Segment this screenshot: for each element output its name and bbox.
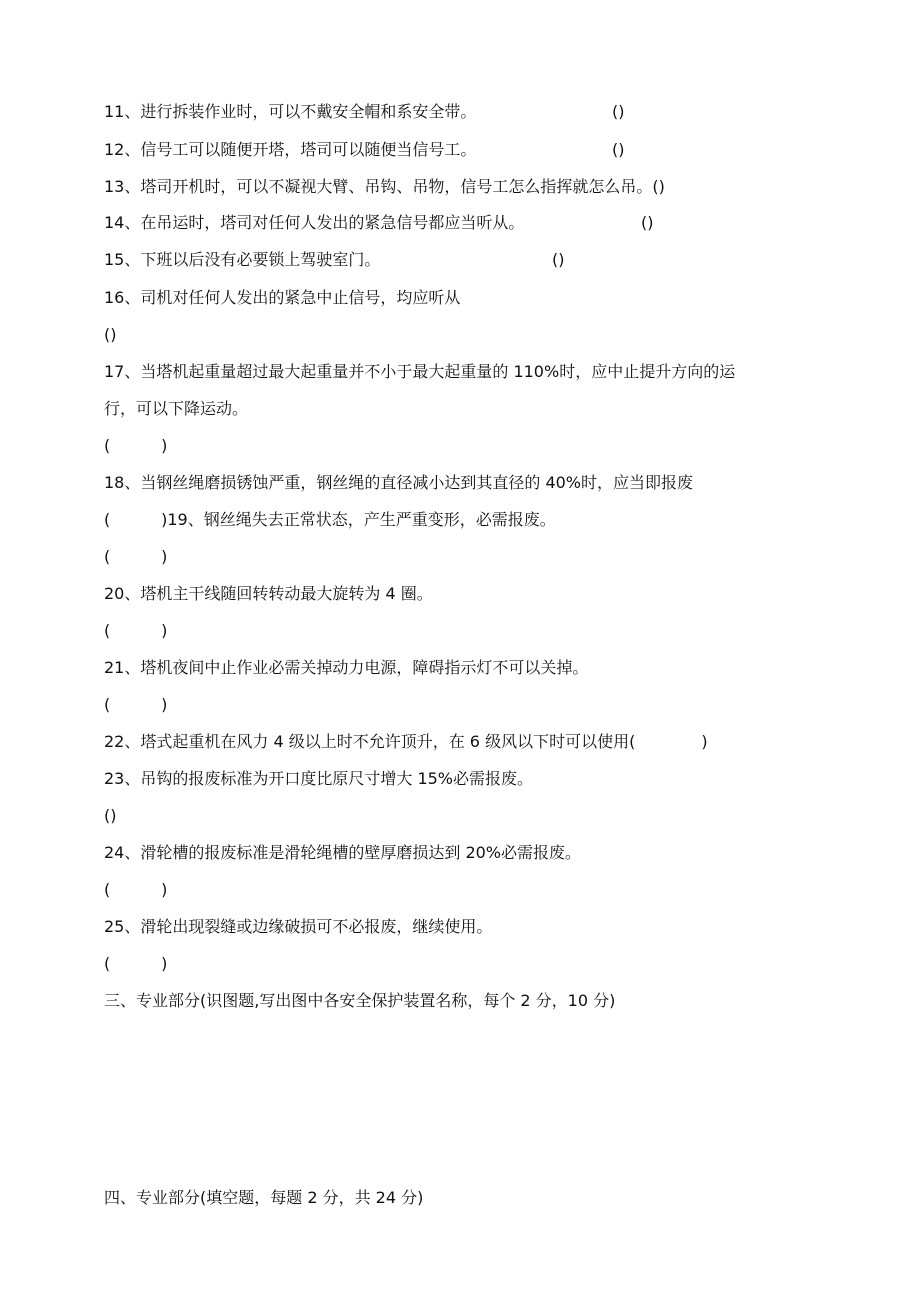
answer-blank-20[interactable]: ( ) xyxy=(104,621,168,640)
answer-blank-21[interactable]: ( ) xyxy=(104,695,168,714)
question-text: 23、吊钩的报废标准为开口度比原尺寸增大 15%必需报废。 xyxy=(104,769,534,788)
answer-blank-23[interactable]: () xyxy=(104,806,117,825)
question-20 xyxy=(104,584,433,604)
answer-blank-16[interactable]: () xyxy=(104,325,117,344)
question-22 xyxy=(104,732,708,752)
question-text: 20、塔机主干线随回转转动最大旋转为 4 圈。 xyxy=(104,584,433,603)
question-text: 18、当钢丝绳磨损锈蚀严重，钢丝绳的直径减小达到其直径的 40%时，应当即报废 xyxy=(104,473,694,492)
question-text: 12、信号工可以随便开塔，塔司可以随便当信号工。 xyxy=(104,140,477,159)
question-text: 15、下班以后没有必要锁上驾驶室门。 xyxy=(104,250,381,269)
question-18 xyxy=(104,473,693,493)
question-text: 13、塔司开机时，可以不凝视大臂、吊钩、吊物，信号工怎么指挥就怎么吊。() xyxy=(104,177,665,196)
question-11 xyxy=(104,102,476,122)
question-text: 25、滑轮出现裂缝或边缘破损可不必报废，继续使用。 xyxy=(104,917,493,936)
question-text: 17、当塔机起重量超过最大起重量并不小于最大起重量的 110%时，应中止提升方向的运 xyxy=(104,362,736,381)
question-13 xyxy=(104,177,665,197)
question-text: 14、在吊运时，塔司对任何人发出的紧急信号都应当听从。 xyxy=(104,213,525,232)
question-text: 22、塔式起重机在风力 4 级以上时不允许顶升，在 6 级风以下时可以使用( ) xyxy=(104,732,708,751)
answer-blank-11[interactable]: () xyxy=(612,102,625,121)
answer-blank-12[interactable]: () xyxy=(612,140,625,159)
question-23 xyxy=(104,769,533,789)
question-17-line-2 xyxy=(104,399,248,419)
question-16 xyxy=(104,288,460,308)
question-15 xyxy=(104,250,380,270)
question-19 xyxy=(104,510,556,530)
question-text: 11、进行拆装作业时，可以不戴安全帽和系安全带。 xyxy=(104,102,477,121)
answer-blank-15[interactable]: () xyxy=(552,250,565,269)
answer-blank-17[interactable]: ( ) xyxy=(104,436,168,455)
question-12 xyxy=(104,140,476,160)
question-21 xyxy=(104,658,588,678)
question-17-line-1 xyxy=(104,362,735,382)
question-25 xyxy=(104,917,492,937)
answer-blank-19[interactable]: ( ) xyxy=(104,547,168,566)
question-text: 行，可以下降运动。 xyxy=(104,399,249,418)
question-text: 24、滑轮槽的报废标准是滑轮绳槽的壁厚磨损达到 20%必需报废。 xyxy=(104,843,582,862)
answer-blank-14[interactable]: () xyxy=(641,213,654,232)
question-14 xyxy=(104,213,524,233)
question-text: 21、塔机夜间中止作业必需关掉动力电源，障碍指示灯不可以关掉。 xyxy=(104,658,589,677)
question-24 xyxy=(104,843,581,863)
section-4-heading: 四、专业部分(填空题，每题 2 分，共 24 分) xyxy=(104,1188,424,1207)
question-text: ( )19、钢丝绳失去正常状态，产生严重变形，必需报废。 xyxy=(104,510,556,529)
question-text: 16、司机对任何人发出的紧急中止信号，均应听从 xyxy=(104,288,461,307)
section-3-heading: 三、专业部分(识图题,写出图中各安全保护装置名称，每个 2 分，10 分) xyxy=(104,991,616,1010)
answer-blank-25[interactable]: ( ) xyxy=(104,954,168,973)
answer-blank-24[interactable]: ( ) xyxy=(104,880,168,899)
